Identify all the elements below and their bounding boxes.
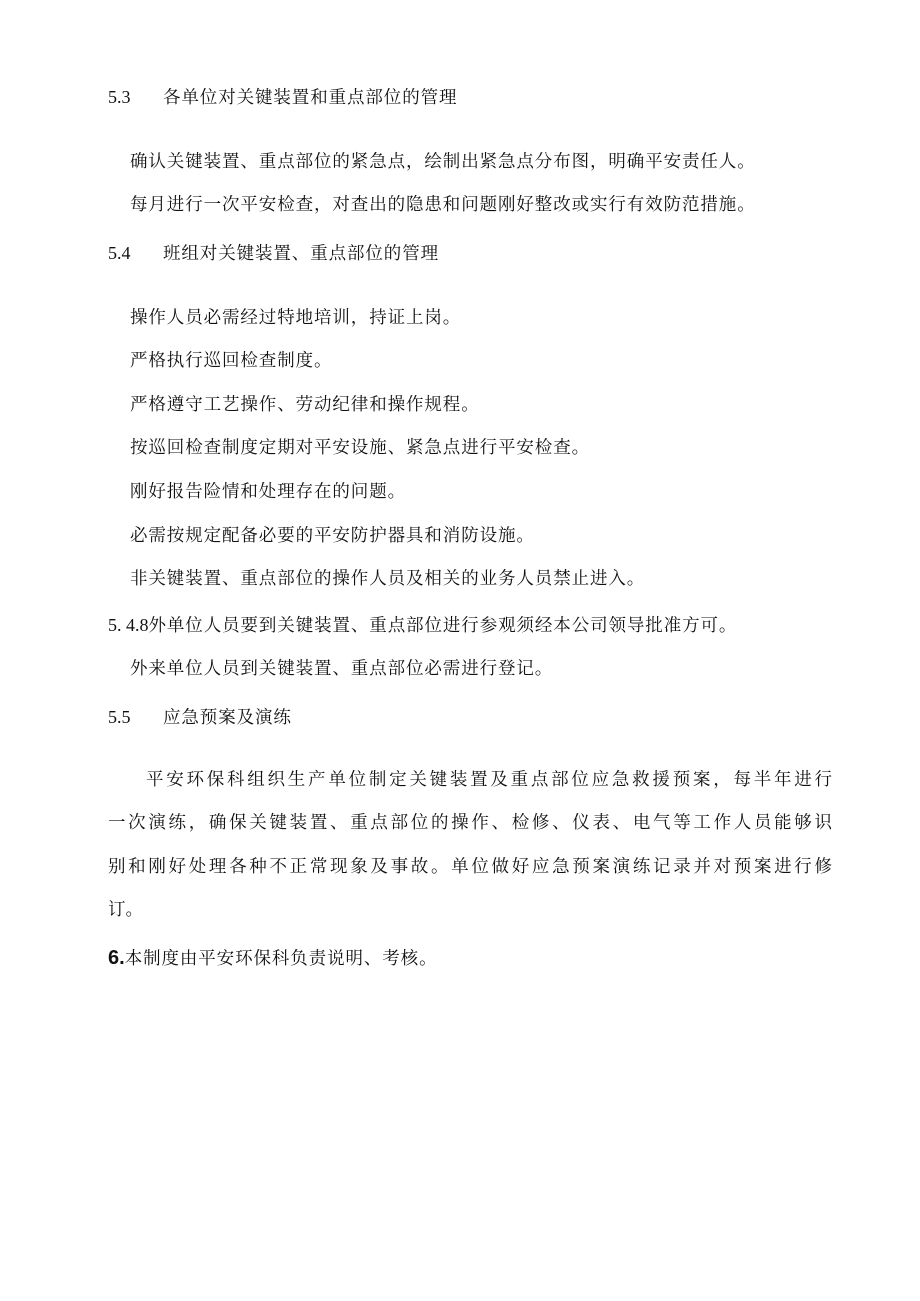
section-number: 5.3 bbox=[108, 87, 131, 107]
list-item: 严格执行巡回检查制度。 bbox=[130, 351, 333, 371]
section-text: 本制度由平安环保科负责说明、考核。 bbox=[124, 949, 438, 969]
list-item: 刚好报告险情和处理存在的问题。 bbox=[130, 482, 406, 502]
section-title: 班组对关键装置、重点部位的管理 bbox=[163, 244, 439, 264]
section-title: 各单位对关键装置和重点部位的管理 bbox=[163, 88, 458, 108]
list-item: 外来单位人员到关键装置、重点部位必需进行登记。 bbox=[130, 659, 554, 679]
section-number: 5.5 bbox=[108, 707, 131, 727]
list-item: 每月进行一次平安检查，对查出的隐患和问题刚好整改或实行有效防范措施。 bbox=[130, 195, 756, 215]
section-number: 5.4 bbox=[108, 243, 131, 263]
section-6 bbox=[108, 946, 438, 971]
section-title: 应急预案及演练 bbox=[163, 708, 292, 728]
paragraph-line: 别和刚好处理各种不正常现象及事故。单位做好应急预案演练记录并对预案进行修 bbox=[108, 857, 832, 877]
list-item: 必需按规定配备必要的平安防护器具和消防设施。 bbox=[130, 526, 535, 546]
list-item: 操作人员必需经过特地培训，持证上岗。 bbox=[130, 308, 462, 328]
section-5-5-heading bbox=[108, 705, 292, 730]
list-item: 严格遵守工艺操作、劳动纪律和操作规程。 bbox=[130, 395, 480, 415]
item-number: 5. 4.8 bbox=[108, 615, 149, 635]
item-text: 外单位人员要到关键装置、重点部位进行参观须经本公司领导批准方可。 bbox=[148, 616, 738, 636]
paragraph-line: 平安环保科组织生产单位制定关键装置及重点部位应急救援预案，每半年进行 bbox=[146, 770, 832, 790]
section-number: 6. bbox=[108, 947, 125, 969]
section-5-4-heading bbox=[108, 241, 439, 266]
paragraph-line: 订。 bbox=[108, 900, 143, 920]
paragraph-line: 一次演练，确保关键装置、重点部位的操作、检修、仪表、电气等工作人员能够识 bbox=[108, 813, 832, 833]
list-item: 按巡回检查制度定期对平安设施、紧急点进行平安检查。 bbox=[130, 438, 590, 458]
list-item-4-8 bbox=[108, 613, 737, 638]
list-item: 确认关键装置、重点部位的紧急点，绘制出紧急点分布图，明确平安责任人。 bbox=[130, 152, 756, 172]
list-item: 非关键装置、重点部位的操作人员及相关的业务人员禁止进入。 bbox=[130, 569, 646, 589]
section-5-3-heading bbox=[108, 85, 457, 110]
